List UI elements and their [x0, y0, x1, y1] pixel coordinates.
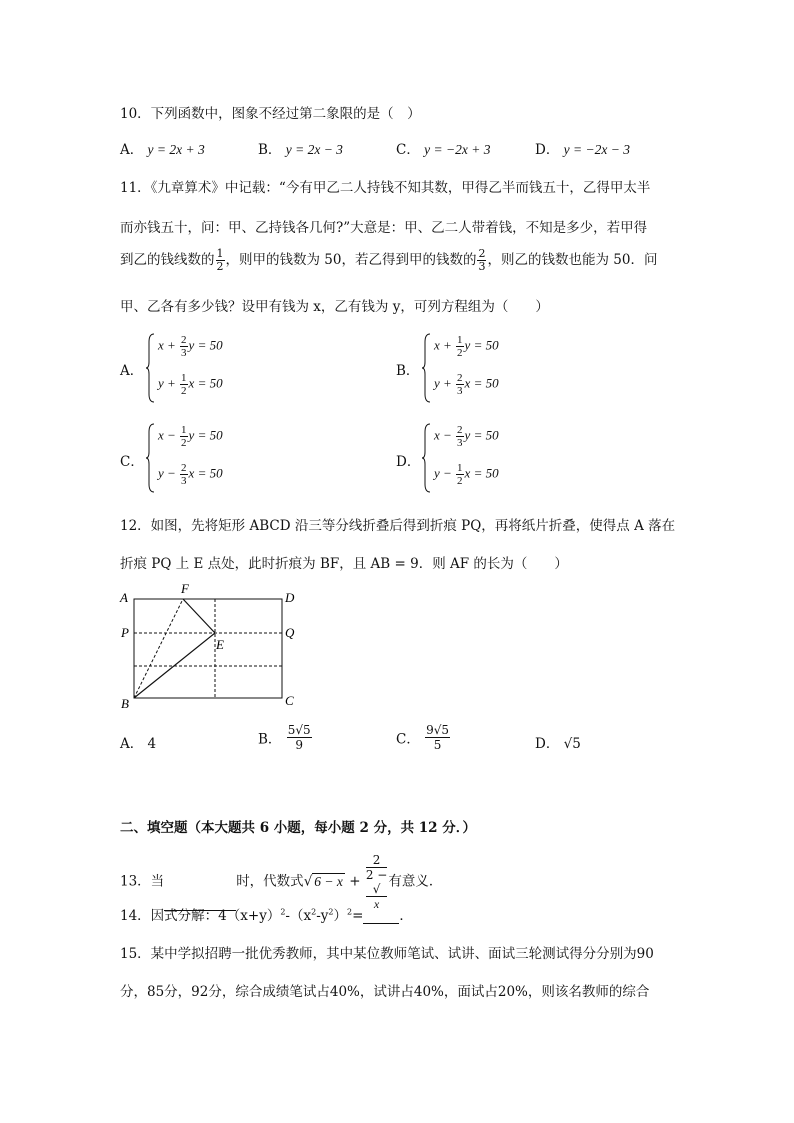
q10-stem: 10．下列函数中，图象不经过第二象限的是（ ） — [120, 106, 421, 122]
equation-1: x + $\frac{1}{2}$ y = 50 — [434, 334, 499, 359]
q15-line-1: 15．某中学拟招聘一批优秀教师，其中某位教师笔试、试讲、面试三轮测试得分分别为90 — [120, 946, 654, 962]
q10-option-d[interactable]: D． y = −2x − 3 — [535, 142, 630, 158]
q11-line-2: 而亦钱五十，问：甲、乙持钱各几何?”大意是：甲、乙二人带着钱，不知是多少，若甲得 — [120, 220, 648, 236]
q11-option-a-label[interactable]: A． — [120, 363, 144, 379]
q12-line-2: 折痕 PQ 上 E 点处，此时折痕为 BF，且 AB = 9．则 AF 的长为（ ） — [120, 556, 568, 572]
label-p: P — [121, 625, 129, 640]
q11-line-4: 甲、乙各有多少钱？设甲有钱为 x，乙有钱为 y，可列方程组为（ ） — [120, 299, 549, 315]
equation-2: y − $\frac{1}{2}$ x = 50 — [434, 462, 499, 487]
equation-1: x − $\frac{2}{3}$ y = 50 — [434, 424, 499, 449]
brace-icon — [422, 332, 432, 404]
label-b: B — [121, 696, 129, 711]
q12-option-a[interactable]: A． 4 — [120, 736, 157, 752]
q12-option-c[interactable]: C． $\frac{9√5}{5}$ — [396, 723, 450, 752]
equation-2: y − $\frac{2}{3}$ x = 50 — [158, 462, 223, 487]
q12-option-b[interactable]: B． $\frac{5√5}{9}$ — [258, 723, 311, 752]
q14-line: 14．因式分解：$4(x+y)^2-(x^2-y^2)^2=$ ． — [120, 907, 413, 924]
brace-icon — [146, 332, 156, 404]
q11-line-1: 11．《九章算术》中记载：“今有甲乙二人持钱不知其数，甲得乙半而钱五十，乙得甲太半 — [120, 180, 651, 196]
equation-2: y + $\frac{2}{3}$ x = 50 — [434, 372, 499, 397]
equation-1: x + $\frac{2}{3}$ y = 50 — [158, 334, 223, 359]
label-e: E — [216, 637, 224, 652]
q10-option-b[interactable]: B． y = 2x − 3 — [258, 142, 343, 158]
fold-line-bf — [134, 599, 183, 698]
brace-icon — [422, 422, 432, 494]
q11-option-c-system[interactable] — [146, 422, 286, 494]
q12-line-1: 12．如图，先将矩形 ABCD 沿三等分线折叠后得到折痕 PQ，再将纸片折叠，使得点 A 落在 — [120, 518, 676, 534]
q11-option-d-system[interactable] — [422, 422, 562, 494]
equation-1: x − $\frac{1}{2}$ y = 50 — [158, 424, 223, 449]
q15-line-2: 分，85分，92分，综合成绩笔试占40%，试讲占40%，面试占20%，则该名教师的综合 — [120, 984, 650, 1000]
q10-option-c[interactable]: C． y = −2x + 3 — [396, 142, 491, 158]
q11-line-3: 到乙的钱线数的 $\frac{1}{2}$ ，则甲的钱数为 50，若乙得到甲的钱数的 $\frac{2}{3}$ ，则乙的钱数也能为 50．问 — [120, 247, 658, 273]
q11-option-b-label[interactable]: B． — [396, 363, 420, 379]
rectangle-abcd — [134, 599, 282, 698]
equation-2: y + $\frac{1}{2}$ x = 50 — [158, 372, 223, 397]
q11-option-d-label[interactable]: D． — [396, 454, 421, 470]
brace-icon — [146, 422, 156, 494]
rectangle-fold-figure — [115, 582, 305, 712]
label-d: D — [285, 590, 295, 605]
q11-option-c-label[interactable]: C． — [120, 454, 144, 470]
q14-answer-blank[interactable] — [363, 907, 399, 924]
label-q: Q — [285, 625, 295, 640]
label-c: C — [285, 693, 294, 708]
q13-line: 13．当 时，代数式√ 6 − x + 2 2 − √ x 有意义． — [120, 853, 443, 911]
label-a: A — [120, 590, 128, 605]
section-2-title: 二、填空题（本大题共 6 小题，每小题 2 分，共 12 分．） — [120, 820, 477, 836]
q12-option-d[interactable]: D． √5 — [535, 736, 581, 752]
label-f: F — [181, 582, 189, 596]
q11-option-b-system[interactable] — [422, 332, 562, 404]
segment-fe — [183, 599, 215, 633]
q11-option-a-system[interactable] — [146, 332, 286, 404]
q10-option-a[interactable]: A． y = 2x + 3 — [120, 142, 205, 158]
